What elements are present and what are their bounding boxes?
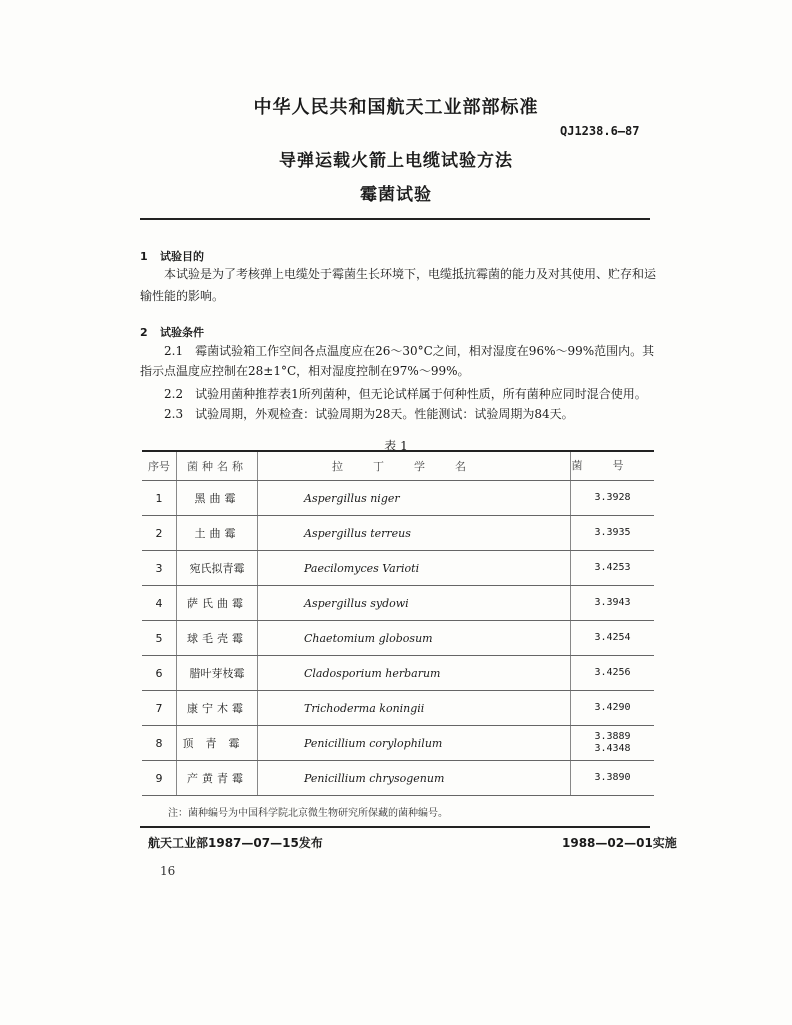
row-cn-name: 康宁木霉 <box>177 691 258 726</box>
section-number: 2 <box>140 326 148 339</box>
table-row <box>142 551 654 586</box>
row-strain-id: 3.3935 <box>571 516 655 551</box>
table-note: 注：菌种编号为中国科学院北京微生物研究所保藏的菌种编号。 <box>168 808 448 819</box>
title-divider <box>140 218 650 220</box>
row-no: 3 <box>142 551 177 586</box>
document-title: 导弹运载火箭上电缆试验方法 <box>279 151 513 171</box>
paragraph-2-1: 2.1 霉菌试验箱工作空间各点温度应在26～30°C之间，相对湿度在96%～99%范围内。其指示点温度应控制在28±1°C，相对湿度控制在97%～99%。 <box>140 344 655 378</box>
section-title: 试验条件 <box>160 326 204 339</box>
footer-divider <box>140 826 650 828</box>
table-row <box>142 761 654 796</box>
row-latin-name: Penicillium chrysogenum <box>258 761 571 796</box>
row-strain-id: 3.4256 <box>571 656 655 691</box>
row-cn-name: 腊叶芽枝霉 <box>177 656 258 691</box>
table-row <box>142 726 654 761</box>
row-no: 4 <box>142 586 177 621</box>
strain-id-secondary: 3.4348 <box>594 743 631 754</box>
section-1-heading <box>140 248 204 264</box>
header-cn-name: 菌种名称 <box>177 451 258 481</box>
row-strain-id: 3.4254 <box>571 621 655 656</box>
row-cn-name: 萨氏曲霉 <box>177 586 258 621</box>
table-row <box>142 656 654 691</box>
row-strain-id: 3.3928 <box>571 481 655 516</box>
row-strain-id <box>571 726 655 761</box>
table-row <box>142 586 654 621</box>
row-strain-id: 3.4290 <box>571 691 655 726</box>
row-strain-id: 3.3890 <box>571 761 655 796</box>
row-no: 2 <box>142 516 177 551</box>
table-caption: 表 1 <box>384 439 408 453</box>
table-row <box>142 516 654 551</box>
row-latin-name: Aspergillus niger <box>258 481 571 516</box>
table-row <box>142 691 654 726</box>
row-latin-name: Aspergillus sydowi <box>258 586 571 621</box>
paragraph-2-3: 2.3 试验周期，外观检查：试验周期为28天。性能测试：试验周期为84天。 <box>164 407 574 421</box>
fungi-table <box>142 450 654 796</box>
table-row <box>142 621 654 656</box>
section-title: 试验目的 <box>160 250 204 263</box>
table-row <box>142 481 654 516</box>
section-2-heading <box>140 324 204 340</box>
document-subtitle: 霉菌试验 <box>360 185 432 205</box>
issue-date: 航天工业部1987—07—15发布 <box>148 836 323 850</box>
row-no: 6 <box>142 656 177 691</box>
section-number: 1 <box>140 250 148 263</box>
row-latin-name: Penicillium corylophilum <box>258 726 571 761</box>
row-cn-name: 顶青霉 <box>177 726 258 761</box>
row-latin-name: Chaetomium globosum <box>258 621 571 656</box>
row-no: 9 <box>142 761 177 796</box>
standard-number: QJ1238.6—87 <box>560 124 640 138</box>
row-no: 8 <box>142 726 177 761</box>
row-latin-name: Cladosporium herbarum <box>258 656 571 691</box>
header-strain-id: 菌号 <box>571 451 655 481</box>
row-strain-id: 3.3943 <box>571 586 655 621</box>
row-no: 1 <box>142 481 177 516</box>
section-1-body: 本试验是为了考核弹上电缆处于霉菌生长环境下，电缆抵抗霉菌的能力及对其使用、贮存和运输性能的影响。 <box>140 267 657 303</box>
row-latin-name: Paecilomyces Varioti <box>258 551 571 586</box>
issuing-body: 中华人民共和国航天工业部部标准 <box>253 97 539 118</box>
row-cn-name: 黑曲霉 <box>177 481 258 516</box>
row-strain-id: 3.4253 <box>571 551 655 586</box>
row-latin-name: Aspergillus terreus <box>258 516 571 551</box>
row-latin-name: Trichoderma koningii <box>258 691 571 726</box>
row-cn-name: 球毛壳霉 <box>177 621 258 656</box>
paragraph-2-2: 2.2 试验用菌种推荐表1所列菌种，但无论试样属于何种性质，所有菌种应同时混合使用。 <box>164 387 647 401</box>
header-no: 序号 <box>142 451 177 481</box>
row-cn-name: 宛氏拟青霉 <box>177 551 258 586</box>
row-cn-name: 土曲霉 <box>177 516 258 551</box>
row-no: 7 <box>142 691 177 726</box>
row-cn-name: 产黄青霉 <box>177 761 258 796</box>
table-header-row <box>142 451 654 481</box>
strain-id-primary: 3.3889 <box>594 731 631 742</box>
page-number: 16 <box>160 864 176 878</box>
row-no: 5 <box>142 621 177 656</box>
header-latin-name: 拉丁学名 <box>258 451 571 481</box>
effective-date: 1988—02—01实施 <box>562 836 677 850</box>
